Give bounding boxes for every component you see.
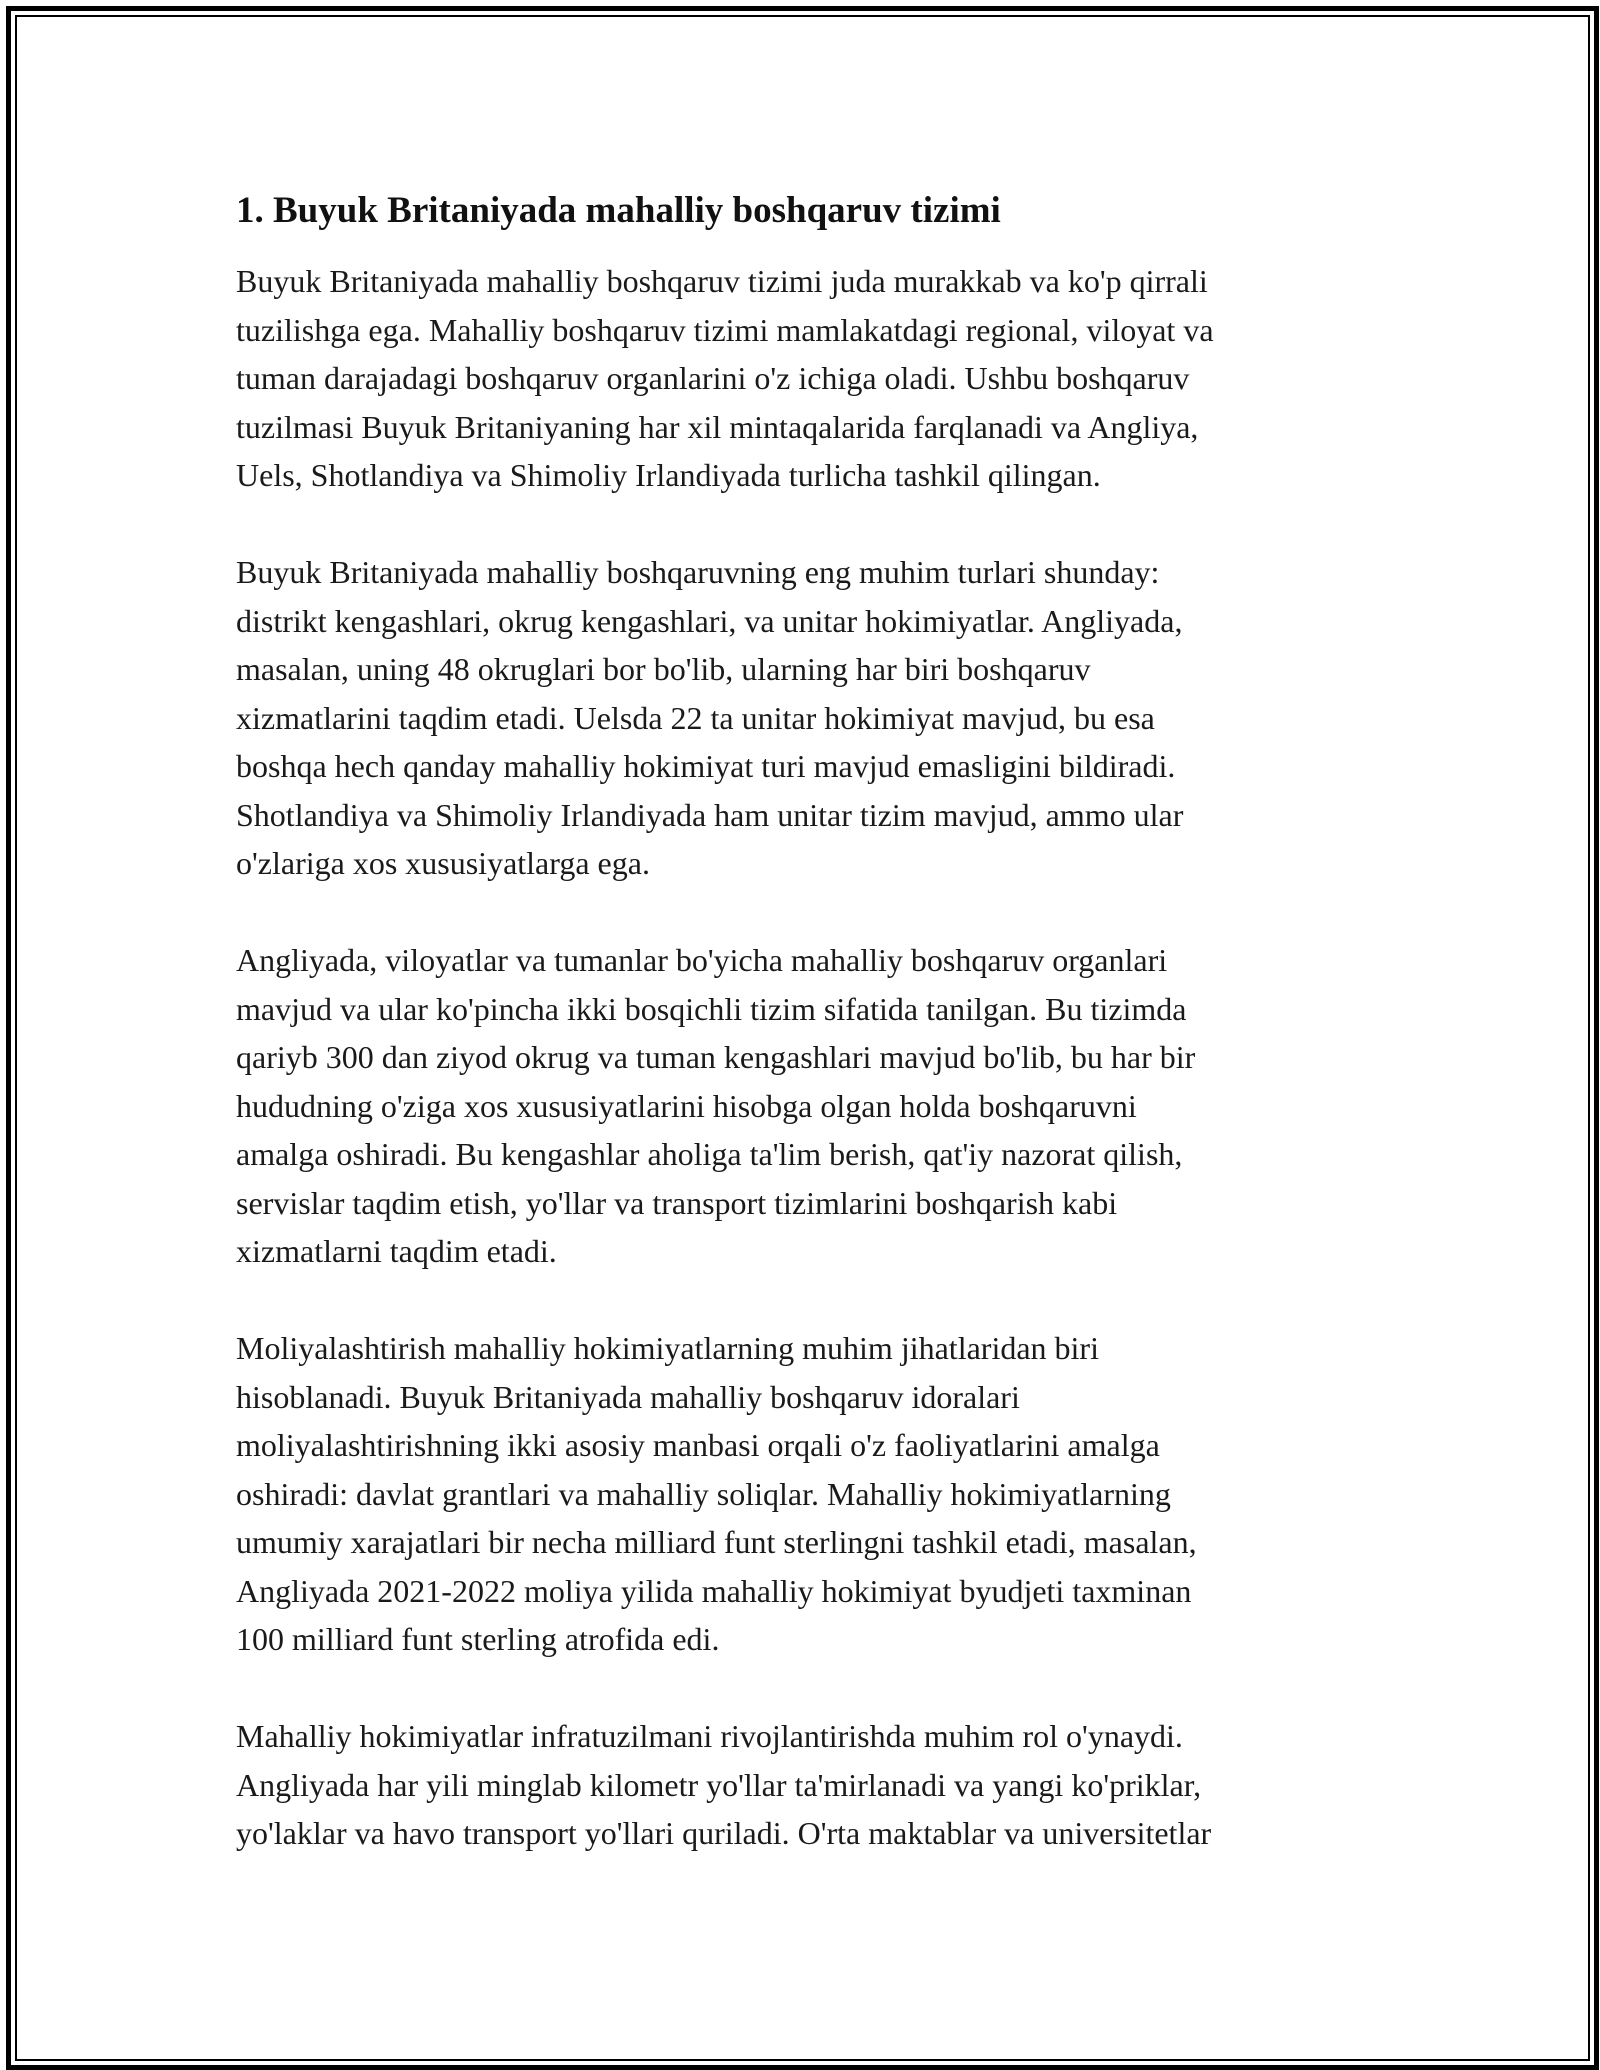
paragraph-2: Buyuk Britaniyada mahalliy boshqaruvning eng muhim turlari shunday: distrikt kengashlari, okrug kengashlari, va unitar hokimiyatlar. Angliyada, masalan, uning 48 okruglari bor bo'lib, ularning har biri boshqaruv xizmatlarini taqdim etadi. Uelsda 22 ta unitar hokimiyat mavjud, bu esa boshqa hech qanday mahalliy hokimiyat turi mavjud emasligini bildiradi. Shotlandiya va Shimoliy Irlandiyada ham unitar tizim mavjud, ammo ular o'zlariga xos xususiyatlarga ega. <box>236 554 1184 881</box>
paragraph-4: Moliyalashtirish mahalliy hokimiyatlarning muhim jihatlaridan biri hisoblanadi. Buyuk Britaniyada mahalliy boshqaruv idoralari moliyalashtirishning ikki asosiy manbasi orqali o'z faoliyatlarini amalga oshiradi: davlat grantlari va mahalliy soliqlar. Mahalliy hokimiyatlarning umumiy xarajatlari bir necha milliard funt sterlingni tashkil etadi, masalan, Angliyada 2021-2022 moliya yilida mahalliy hokimiyat byudjeti taxminan 100 milliard funt sterling atrofida edi. <box>236 1330 1197 1657</box>
paragraph-3: Angliyada, viloyatlar va tumanlar bo'yicha mahalliy boshqaruv organlari mavjud va ular ko'pincha ikki bosqichli tizim sifatida tanilgan. Bu tizimda qariyb 300 dan ziyod okrug va tuman kengashlari mavjud bo'lib, bu har bir hududning o'ziga xos xususiyatlarini hisobga olgan holda boshqaruvni amalga oshiradi. Bu kengashlar aholiga ta'lim berish, qat'iy nazorat qilish, servislar taqdim etish, yo'llar va transport tizimlarini boshqarish kabi xizmatlarni taqdim etadi. <box>236 942 1196 1269</box>
paragraph-5: Mahalliy hokimiyatlar infratuzilmani rivojlantirishda muhim rol o'ynaydi. Angliyada har yili minglab kilometr yo'llar ta'mirlanadi va yangi ko'priklar, yo'laklar va havo transport yo'llari quriladi. O'rta maktablar va universitetlar <box>236 1718 1212 1851</box>
paragraph-1: Buyuk Britaniyada mahalliy boshqaruv tizimi juda murakkab va ko'p qirrali tuzilishga ega. Mahalliy boshqaruv tizimi mamlakatdagi regional, viloyat va tuman darajadagi boshqaruv organlarini o'z ichiga oladi. Ushbu boshqaruv tuzilmasi Buyuk Britaniyaning har xil mintaqalarida farqlanadi va Angliya, Uels, Shotlandiya va Shimoliy Irlandiyada turlicha tashkil qilingan. <box>236 263 1214 493</box>
section-heading: 1. Buyuk Britaniyada mahalliy boshqaruv tizimi <box>236 190 1001 231</box>
document-body <box>236 185 1366 1906</box>
